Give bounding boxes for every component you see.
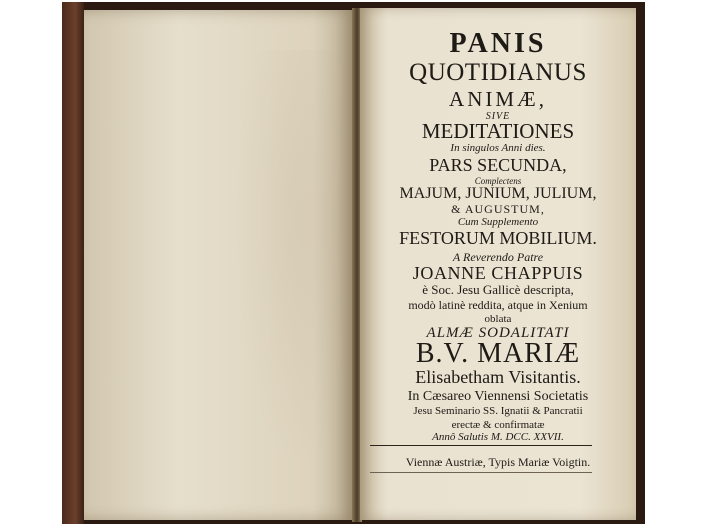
title-line-mariae: B.V. MARIÆ xyxy=(415,338,581,369)
title-line-caesareo: In Cæsareo Viennensi Societatis xyxy=(407,389,589,404)
title-line-singulos: In singulos Anni dies. xyxy=(450,142,546,154)
title-line-months: MAJUM, JUNIUM, JULIUM, xyxy=(399,185,597,202)
imprint-rule xyxy=(370,472,592,473)
title-line-seminario: Jesu Seminario SS. Ignatii & Pancratii xyxy=(413,405,583,417)
title-rule xyxy=(370,445,592,446)
leather-cover-edge xyxy=(62,2,84,524)
title-line-visitantis: Elisabetham Visitantis. xyxy=(415,367,581,387)
title-line-sive: SIVE xyxy=(485,111,511,122)
title-line-animae: ANIMÆ, xyxy=(449,87,547,111)
title-line-anno-salutis: Annô Salutis M. DCC. XXVII. xyxy=(432,431,564,443)
title-line-supplemento: Cum Supplemento xyxy=(457,216,539,228)
title-line-festorum: FESTORUM MOBILIUM. xyxy=(399,228,597,248)
title-line-reddita: modò latinè reddita, atque in Xenium xyxy=(408,298,588,312)
title-line-meditationes: MEDITATIONES xyxy=(421,119,575,143)
title-line-erectae: erectæ & confirmatæ xyxy=(451,419,545,431)
title-line-panis: PANIS xyxy=(449,28,547,59)
title-line-author: JOANNE CHAPPUIS xyxy=(412,263,584,283)
show-through-stain xyxy=(234,50,344,470)
title-line-reverendo: A Reverendo Patre xyxy=(452,250,544,264)
title-line-sodalitati: ALMÆ SODALITATI xyxy=(426,325,570,341)
title-line-descripta: è Soc. Jesu Gallicè descripta, xyxy=(422,282,574,297)
left-blank-page xyxy=(84,10,354,520)
title-line-oblata: oblata xyxy=(484,313,512,325)
title-line-pars-secunda: PARS SECUNDA, xyxy=(429,155,567,175)
imprint: Viennæ Austriæ, Typis Mariæ Voigtin. xyxy=(405,455,591,469)
title-line-augustum: & AUGUSTUM, xyxy=(451,202,545,216)
title-line-complectens: Complectens xyxy=(474,176,522,186)
title-line-quotidianus: QUOTIDIANUS xyxy=(409,59,587,86)
